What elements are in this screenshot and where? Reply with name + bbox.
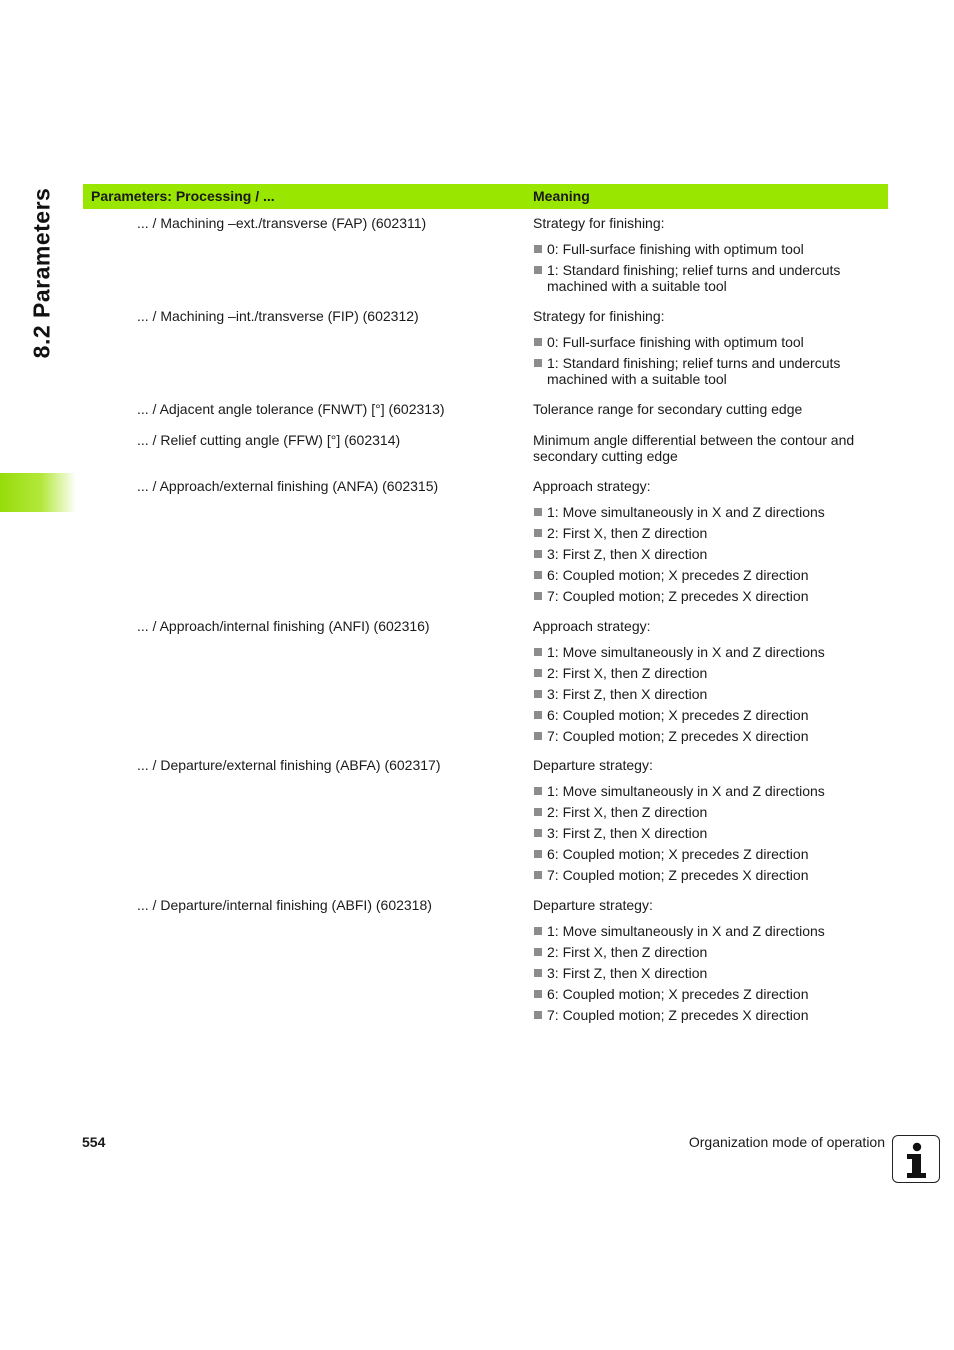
- option-item: [533, 986, 883, 1002]
- option-item: [533, 707, 883, 723]
- option-text: 2: First X, then Z direction: [547, 525, 708, 541]
- meaning-intro: Minimum angle differential between the contour and secondary cutting edge: [533, 432, 855, 464]
- option-text: 3: First Z, then X direction: [547, 825, 708, 841]
- meaning-intro: Departure strategy:: [533, 897, 653, 913]
- option-text: 6: Coupled motion; X precedes Z direction: [547, 707, 809, 723]
- square-bullet-icon: [534, 808, 542, 816]
- parameter-meaning: [533, 618, 883, 749]
- meaning-intro: Tolerance range for secondary cutting edge: [533, 401, 803, 417]
- option-item: [533, 355, 883, 387]
- option-item: [533, 825, 883, 841]
- option-text: 7: Coupled motion; Z precedes X direction: [547, 588, 809, 604]
- option-text: 3: First Z, then X direction: [547, 686, 708, 702]
- square-bullet-icon: [534, 990, 542, 998]
- square-bullet-icon: [534, 245, 542, 253]
- parameter-meaning: [533, 757, 883, 888]
- option-list: [533, 241, 883, 294]
- square-bullet-icon: [534, 550, 542, 558]
- parameter-meaning: [533, 897, 883, 1028]
- parameter-name: ... / Departure/external finishing (ABFA) (602317): [137, 757, 441, 773]
- option-item: [533, 334, 883, 350]
- meaning-intro: Approach strategy:: [533, 618, 651, 634]
- option-list: [533, 923, 883, 1023]
- option-item: [533, 867, 883, 883]
- option-item: [533, 783, 883, 799]
- header-parameters: Parameters: Processing / ...: [91, 188, 275, 204]
- square-bullet-icon: [534, 969, 542, 977]
- meaning-intro: Strategy for finishing:: [533, 308, 665, 324]
- option-text: 2: First X, then Z direction: [547, 804, 708, 820]
- option-item: [533, 644, 883, 660]
- square-bullet-icon: [534, 648, 542, 656]
- square-bullet-icon: [534, 732, 542, 740]
- parameter-name: ... / Approach/internal finishing (ANFI) (602316): [137, 618, 430, 634]
- option-text: 6: Coupled motion; X precedes Z direction: [547, 986, 809, 1002]
- option-item: [533, 262, 883, 294]
- option-text: 1: Standard finishing; relief turns and undercuts machined with a suitable tool: [547, 262, 841, 294]
- parameter-meaning: [533, 478, 883, 609]
- square-bullet-icon: [534, 690, 542, 698]
- chapter-title: Organization mode of operation: [688, 1134, 885, 1150]
- page-number: 554: [82, 1134, 106, 1150]
- option-item: [533, 965, 883, 981]
- square-bullet-icon: [534, 508, 542, 516]
- option-item: [533, 846, 883, 862]
- parameter-name: ... / Relief cutting angle (FFW) [°] (602314): [137, 432, 401, 448]
- option-list: [533, 504, 883, 604]
- header-meaning: Meaning: [533, 188, 590, 204]
- square-bullet-icon: [534, 669, 542, 677]
- square-bullet-icon: [534, 850, 542, 858]
- option-item: [533, 567, 883, 583]
- option-text: 1: Move simultaneously in X and Z directions: [547, 923, 825, 939]
- option-item: [533, 588, 883, 604]
- parameter-name: ... / Approach/external finishing (ANFA) (602315): [137, 478, 439, 494]
- square-bullet-icon: [534, 927, 542, 935]
- option-text: 2: First X, then Z direction: [547, 944, 708, 960]
- option-item: [533, 546, 883, 562]
- option-item: [533, 241, 883, 257]
- square-bullet-icon: [534, 871, 542, 879]
- parameter-meaning: [533, 432, 883, 464]
- chapter-tab-marker: [0, 473, 76, 512]
- option-item: [533, 686, 883, 702]
- section-title-text: 8.2 Parameters: [28, 187, 55, 359]
- meaning-intro: Approach strategy:: [533, 478, 651, 494]
- section-side-title: [22, 183, 62, 363]
- option-text: 1: Move simultaneously in X and Z directions: [547, 644, 825, 660]
- option-text: 1: Move simultaneously in X and Z directions: [547, 504, 825, 520]
- option-text: 0: Full-surface finishing with optimum tool: [547, 334, 804, 350]
- parameter-meaning: [533, 308, 883, 392]
- parameter-name: ... / Departure/internal finishing (ABFI) (602318): [137, 897, 432, 913]
- option-item: [533, 804, 883, 820]
- parameter-meaning: [533, 215, 883, 299]
- meaning-intro: Departure strategy:: [533, 757, 653, 773]
- square-bullet-icon: [534, 787, 542, 795]
- parameter-name: ... / Adjacent angle tolerance (FNWT) [°] (602313): [137, 401, 445, 417]
- option-list: [533, 644, 883, 744]
- parameter-meaning: [533, 401, 883, 417]
- option-item: [533, 728, 883, 744]
- info-icon: [892, 1135, 940, 1183]
- option-text: 7: Coupled motion; Z precedes X direction: [547, 867, 809, 883]
- square-bullet-icon: [534, 266, 542, 274]
- option-text: 6: Coupled motion; X precedes Z direction: [547, 567, 809, 583]
- option-text: 0: Full-surface finishing with optimum tool: [547, 241, 804, 257]
- square-bullet-icon: [534, 1011, 542, 1019]
- option-item: [533, 525, 883, 541]
- square-bullet-icon: [534, 829, 542, 837]
- square-bullet-icon: [534, 338, 542, 346]
- option-text: 1: Standard finishing; relief turns and undercuts machined with a suitable tool: [547, 355, 841, 387]
- option-text: 6: Coupled motion; X precedes Z direction: [547, 846, 809, 862]
- meaning-intro: Strategy for finishing:: [533, 215, 665, 231]
- square-bullet-icon: [534, 529, 542, 537]
- option-text: 7: Coupled motion; Z precedes X direction: [547, 1007, 809, 1023]
- table-header: [83, 184, 888, 209]
- option-list: [533, 334, 883, 387]
- option-text: 3: First Z, then X direction: [547, 965, 708, 981]
- option-text: 1: Move simultaneously in X and Z directions: [547, 783, 825, 799]
- square-bullet-icon: [534, 711, 542, 719]
- option-item: [533, 944, 883, 960]
- option-list: [533, 783, 883, 883]
- option-item: [533, 1007, 883, 1023]
- option-text: 7: Coupled motion; Z precedes X direction: [547, 728, 809, 744]
- square-bullet-icon: [534, 948, 542, 956]
- option-item: [533, 665, 883, 681]
- square-bullet-icon: [534, 592, 542, 600]
- parameter-name: ... / Machining –ext./transverse (FAP) (602311): [137, 215, 427, 231]
- square-bullet-icon: [534, 571, 542, 579]
- parameter-name: ... / Machining –int./transverse (FIP) (602312): [137, 308, 419, 324]
- option-text: 3: First Z, then X direction: [547, 546, 708, 562]
- option-item: [533, 923, 883, 939]
- square-bullet-icon: [534, 359, 542, 367]
- option-text: 2: First X, then Z direction: [547, 665, 708, 681]
- option-item: [533, 504, 883, 520]
